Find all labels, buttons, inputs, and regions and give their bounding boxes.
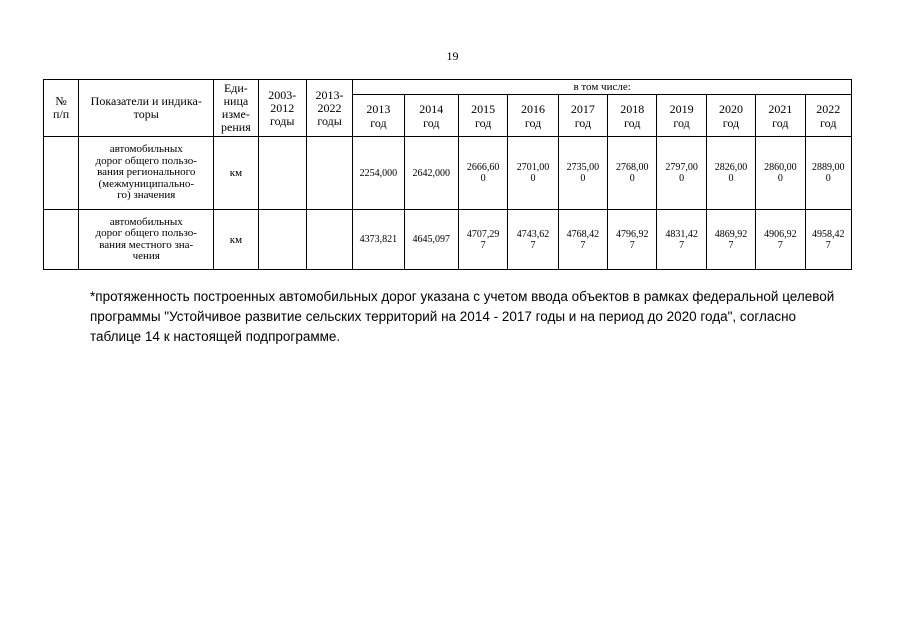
page-number: 19: [446, 49, 459, 63]
header-year: 2017 год: [558, 95, 607, 137]
cell-period-2003-2012: [258, 137, 306, 210]
cell-num: [44, 137, 79, 210]
cell-value: 2826,00 0: [706, 137, 755, 210]
table-row-regional: [44, 137, 852, 210]
cell-value: 4645,097: [404, 210, 458, 270]
cell-value: 2889,00 0: [805, 137, 852, 210]
header-including: в том числе:: [353, 80, 852, 95]
header-year: 2021 год: [756, 95, 805, 137]
header-year: 2014 год: [404, 95, 458, 137]
cell-value: 2860,00 0: [756, 137, 805, 210]
cell-value: 2768,00 0: [608, 137, 657, 210]
cell-value: 2642,000: [404, 137, 458, 210]
header-year: 2022 год: [805, 95, 852, 137]
footnote-line: *протяженность построенных автомобильных дорог указана с учетом ввода объектов в рамках федеральной целевой: [90, 289, 835, 304]
cell-value: 4831,42 7: [657, 210, 706, 270]
cell-value: 2735,00 0: [558, 137, 607, 210]
table-row-local: [44, 210, 852, 270]
cell-unit: км: [214, 137, 258, 210]
cell-period-2013-2022: [306, 137, 352, 210]
cell-value: 4906,92 7: [756, 210, 805, 270]
header-year: 2020 год: [706, 95, 755, 137]
footnote: [90, 287, 860, 347]
cell-value: 4743,62 7: [508, 210, 558, 270]
indicators-table: [43, 79, 852, 270]
cell-num: [44, 210, 79, 270]
header-indicator: Показатели и индика- торы: [79, 80, 214, 137]
cell-value: 4796,92 7: [608, 210, 657, 270]
header-year: 2018 год: [608, 95, 657, 137]
cell-value: 2797,00 0: [657, 137, 706, 210]
header-num: № п/п: [44, 80, 79, 137]
header-year: 2016 год: [508, 95, 558, 137]
cell-value: 2666,60 0: [458, 137, 507, 210]
cell-period-2013-2022: [306, 210, 352, 270]
cell-indicator: автомобильных дорог общего пользо- вания регионального (межмуниципально- го) значения: [79, 137, 214, 210]
footnote-line: программы "Устойчивое развитие сельских территорий на 2014 - 2017 годы и на период до 2020 года", согласно: [90, 309, 797, 324]
cell-value: 2254,000: [353, 137, 404, 210]
header-period-2013-2022: 2013- 2022 годы: [306, 80, 352, 137]
header-unit: Еди- ница изме- рения: [214, 80, 258, 137]
cell-value: 4707,29 7: [458, 210, 507, 270]
cell-value: 4373,821: [353, 210, 404, 270]
header-year: 2019 год: [657, 95, 706, 137]
header-year: 2015 год: [458, 95, 507, 137]
footnote-line: таблице 14 к настоящей подпрограмме.: [90, 329, 341, 344]
cell-value: 4869,92 7: [706, 210, 755, 270]
header-year: 2013 год: [353, 95, 404, 137]
cell-value: 4958,42 7: [805, 210, 852, 270]
cell-period-2003-2012: [258, 210, 306, 270]
cell-value: 4768,42 7: [558, 210, 607, 270]
cell-value: 2701,00 0: [508, 137, 558, 210]
cell-indicator: автомобильных дорог общего пользо- вания местного зна- чения: [79, 210, 214, 270]
cell-unit: км: [214, 210, 258, 270]
header-period-2003-2012: 2003- 2012 годы: [258, 80, 306, 137]
